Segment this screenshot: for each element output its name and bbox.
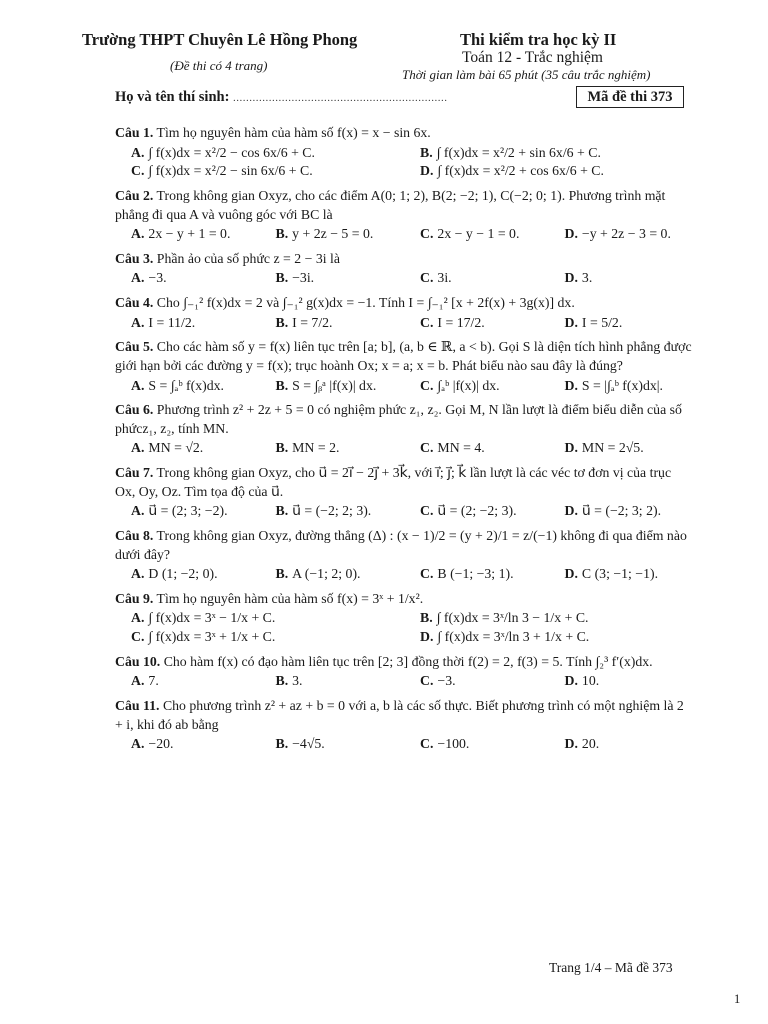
option-letter: C. [420, 440, 434, 456]
question-label: Câu 3. [115, 250, 154, 266]
option-d[interactable] [549, 225, 694, 244]
option-letter: C. [420, 673, 434, 689]
question-stem: Tìm họ nguyên hàm của hàm số f(x) = x − sin 6x. [156, 125, 431, 140]
option-d[interactable] [549, 502, 694, 521]
option-text: ∫ f(x)dx = x²/2 − sin 6x/6 + C. [148, 163, 313, 179]
option-text: 3i. [437, 270, 452, 286]
option-text: C (3; −1; −1). [581, 566, 659, 582]
option-letter: D. [564, 736, 578, 752]
option-text: 20. [581, 736, 600, 752]
name-blank: .................................................................. [233, 92, 448, 104]
question-3 [115, 250, 693, 288]
option-letter: A. [131, 144, 145, 160]
option-letter: B. [275, 377, 289, 393]
option-b[interactable] [404, 144, 693, 163]
option-b[interactable] [260, 269, 405, 288]
question-label: Câu 10. [115, 653, 161, 669]
option-text: MN = 4. [437, 440, 485, 456]
option-letter: C. [420, 566, 434, 582]
option-text: y + 2z − 5 = 0. [292, 226, 374, 242]
option-text: A (−1; 2; 0). [292, 566, 361, 582]
option-a[interactable] [115, 144, 404, 163]
option-text: 10. [581, 673, 600, 689]
option-d[interactable] [549, 269, 694, 288]
option-text: ∫ f(x)dx = x²/2 + sin 6x/6 + C. [436, 144, 601, 160]
option-text: −4√5. [292, 736, 325, 752]
option-letter: C. [131, 163, 145, 179]
option-b[interactable] [260, 735, 405, 754]
question-stem: Phần ảo của số phức z = 2 − 3i là [156, 250, 340, 266]
option-text: ∫ f(x)dx = 3ˣ − 1/x + C. [148, 610, 276, 626]
option-letter: B. [420, 610, 433, 626]
option-letter: D. [420, 163, 434, 179]
option-letter: D. [564, 377, 578, 393]
option-a[interactable] [115, 502, 260, 521]
question-7 [115, 464, 693, 521]
option-text: 2x − y − 1 = 0. [437, 226, 520, 242]
option-a[interactable] [115, 735, 260, 754]
option-a[interactable] [115, 439, 260, 458]
question-11 [115, 697, 693, 754]
option-text: I = 5/2. [581, 314, 623, 330]
question-stem: Trong không gian Oxyz, đường thẳng (Δ) : (x − 1)/2 = (y + 2)/1 = z/(−1) không đi qua điểm nào dưới đây? [115, 527, 687, 562]
option-b[interactable] [260, 377, 405, 396]
question-label: Câu 4. [115, 295, 154, 310]
option-letter: B. [275, 736, 289, 752]
option-letter: C. [420, 503, 434, 519]
option-letter: C. [420, 226, 434, 242]
exam-code-box: Mã đề thi 373 [576, 86, 684, 108]
question-label: Câu 6. [115, 402, 154, 418]
option-text: I = 11/2. [148, 314, 196, 330]
option-text: u⃗ = (2; −2; 3). [437, 503, 517, 519]
question-stem: Trong không gian Oxyz, cho u⃗ = 2i⃗ − 2j⃗ + 3k⃗, với i⃗; j⃗; k⃗ lần lượt là các véc tơ đơn vị của trục Ox, Oy, Oz. Tìm tọa độ của u⃗. [115, 465, 672, 499]
question-stem: Cho hàm f(x) có đạo hàm liên tục trên [2; 3] đồng thời f(2) = 2, f(3) = 5. Tính ∫₂³ f′(x)dx. [163, 653, 653, 669]
option-letter: B. [275, 314, 289, 330]
question-1 [115, 124, 693, 181]
option-letter: D. [564, 503, 578, 519]
option-letter: B. [275, 566, 289, 582]
option-text: S = ∫ᵦᵃ |f(x)| dx. [292, 377, 377, 393]
option-text: ∫ f(x)dx = x²/2 − cos 6x/6 + C. [148, 144, 315, 160]
option-letter: D. [564, 566, 578, 582]
option-letter: D. [564, 270, 578, 286]
option-text: ∫ f(x)dx = 3ˣ/ln 3 − 1/x + C. [436, 610, 589, 626]
option-letter: D. [564, 314, 578, 330]
option-letter: B. [275, 226, 289, 242]
option-text: MN = 2√5. [581, 440, 644, 456]
option-text: −100. [437, 736, 470, 752]
time-note: Thời gian làm bài 65 phút (35 câu trắc nghiệm) [402, 67, 651, 82]
option-d[interactable] [549, 314, 694, 333]
option-text: −y + 2z − 3 = 0. [581, 226, 671, 242]
option-letter: A. [131, 440, 145, 456]
option-text: I = 7/2. [292, 314, 333, 330]
option-c[interactable] [404, 735, 549, 754]
exam-subject: Toán 12 - Trắc nghiệm [462, 49, 603, 66]
option-letter: A. [131, 226, 145, 242]
option-letter: C. [420, 314, 434, 330]
option-letter: B. [275, 270, 289, 286]
option-text: B (−1; −3; 1). [437, 566, 514, 582]
option-b[interactable] [404, 609, 693, 628]
option-b[interactable] [260, 314, 405, 333]
option-letter: D. [564, 440, 578, 456]
option-letter: C. [420, 270, 434, 286]
option-d[interactable] [404, 628, 693, 647]
option-letter: C. [420, 377, 434, 393]
option-d[interactable] [404, 162, 693, 181]
question-2 [115, 187, 693, 244]
option-b[interactable] [260, 502, 405, 521]
question-label: Câu 9. [115, 590, 154, 606]
option-letter: A. [131, 673, 145, 689]
option-letter: B. [275, 440, 289, 456]
option-letter: A. [131, 566, 145, 582]
option-letter: A. [131, 736, 145, 752]
option-c[interactable] [404, 314, 549, 333]
option-letter: A. [131, 270, 145, 286]
page-footer: Trang 1/4 – Mã đề 373 [549, 960, 673, 975]
option-text: S = |∫ₐᵇ f(x)dx|. [581, 377, 663, 393]
header-left [82, 30, 412, 74]
question-stem: Phương trình z² + 2z + 5 = 0 có nghiệm phức z₁, z₂. Gọi M, N lần lượt là điểm biểu diễn của số phứcz₁, z₂, tính MN. [115, 402, 682, 436]
option-d[interactable] [549, 672, 694, 691]
option-letter: A. [131, 610, 145, 626]
option-text: −3. [437, 673, 456, 689]
question-10 [115, 653, 693, 691]
option-d[interactable] [549, 377, 694, 396]
option-a[interactable] [115, 672, 260, 691]
exam-title: Thi kiểm tra học kỳ II [460, 30, 617, 49]
option-c[interactable] [404, 377, 549, 396]
option-text: D (1; −2; 0). [148, 566, 218, 582]
option-c[interactable] [404, 672, 549, 691]
option-d[interactable] [549, 439, 694, 458]
question-4 [115, 294, 693, 332]
option-text: 3. [292, 673, 303, 689]
question-label: Câu 7. [115, 465, 154, 480]
option-text: 3. [581, 270, 593, 286]
option-letter: C. [420, 736, 434, 752]
option-c[interactable] [404, 269, 549, 288]
option-text: u⃗ = (−2; 3; 2). [581, 503, 662, 519]
option-text: ∫ₐᵇ |f(x)| dx. [437, 377, 500, 393]
question-stem: Cho ∫₋₁² f(x)dx = 2 và ∫₋₁² g(x)dx = −1. Tính I = ∫₋₁² [x + 2f(x) + 3g(x)] dx. [156, 295, 575, 310]
option-text: −3i. [292, 270, 315, 286]
option-a[interactable] [115, 225, 260, 244]
option-d[interactable] [549, 565, 694, 584]
option-text: ∫ f(x)dx = 3ˣ/ln 3 + 1/x + C. [437, 629, 590, 644]
option-a[interactable] [115, 314, 260, 333]
option-text: I = 17/2. [437, 314, 485, 330]
option-letter: B. [275, 503, 289, 519]
option-text: ∫ f(x)dx = x²/2 + cos 6x/6 + C. [437, 163, 604, 179]
page-number: 1 [734, 992, 741, 1006]
option-text: MN = 2. [292, 440, 340, 456]
option-text: −20. [148, 736, 174, 752]
option-text: −3. [148, 270, 167, 286]
question-label: Câu 8. [115, 527, 154, 543]
option-letter: B. [420, 144, 433, 160]
question-list [115, 124, 693, 760]
option-c[interactable] [404, 565, 549, 584]
option-text: ∫ f(x)dx = 3ˣ + 1/x + C. [148, 629, 276, 644]
school-name: Trường THPT Chuyên Lê Hồng Phong [82, 30, 358, 49]
question-5 [115, 338, 693, 395]
option-letter: C. [131, 629, 145, 644]
option-c[interactable] [115, 628, 404, 647]
option-letter: B. [275, 673, 289, 689]
question-label: Câu 2. [115, 187, 154, 203]
option-c[interactable] [404, 225, 549, 244]
option-c[interactable] [115, 162, 404, 181]
question-stem: Cho các hàm số y = f(x) liên tục trên [a; b], (a, b ∈ ℝ, a < b). Gọi S là diện tích hình phẳng được giới hạn bởi các đường y = f(x); trục hoành Ox; x = a; x = b. Phát biểu nào sau đây là đúng? [115, 339, 692, 373]
option-b[interactable] [260, 565, 405, 584]
question-stem: Trong không gian Oxyz, cho các điểm A(0; 1; 2), B(2; −2; 1), C(−2; 0; 1). Phương trình mặt phẳng đi qua A và vuông góc với BC là [115, 187, 666, 222]
pages-note: (Đề thi có 4 trang) [170, 58, 268, 73]
option-text: u⃗ = (2; 3; −2). [148, 503, 228, 519]
option-b[interactable] [260, 225, 405, 244]
question-label: Câu 11. [115, 697, 160, 713]
question-stem: Tìm họ nguyên hàm của hàm số f(x) = 3ˣ + 1/x². [156, 590, 424, 606]
option-c[interactable] [404, 439, 549, 458]
option-a[interactable] [115, 609, 404, 628]
option-a[interactable] [115, 565, 260, 584]
header-right [400, 30, 700, 83]
option-d[interactable] [549, 735, 694, 754]
option-b[interactable] [260, 439, 405, 458]
option-b[interactable] [260, 672, 405, 691]
option-text: MN = √2. [148, 440, 204, 456]
option-letter: D. [564, 673, 578, 689]
option-letter: A. [131, 377, 145, 393]
option-text: u⃗ = (−2; 2; 3). [292, 503, 372, 519]
option-letter: D. [564, 226, 578, 242]
question-6 [115, 401, 693, 458]
name-label: Họ và tên thí sinh: [115, 89, 230, 105]
option-a[interactable] [115, 377, 260, 396]
option-letter: A. [131, 314, 145, 330]
option-c[interactable] [404, 502, 549, 521]
question-stem: Cho phương trình z² + az + b = 0 với a, b là các số thực. Biết phương trình có một nghiệm là 2 + i, khi đó ab bằng [115, 697, 684, 732]
option-a[interactable] [115, 269, 260, 288]
option-text: 2x − y + 1 = 0. [148, 226, 231, 242]
option-text: 7. [148, 673, 159, 689]
question-9 [115, 590, 693, 647]
question-8 [115, 527, 693, 584]
option-letter: A. [131, 503, 145, 519]
question-label: Câu 1. [115, 125, 154, 140]
option-letter: D. [420, 629, 434, 644]
question-label: Câu 5. [115, 339, 154, 355]
student-name-row [115, 89, 448, 106]
option-text: S = ∫ₐᵇ f(x)dx. [148, 377, 224, 393]
